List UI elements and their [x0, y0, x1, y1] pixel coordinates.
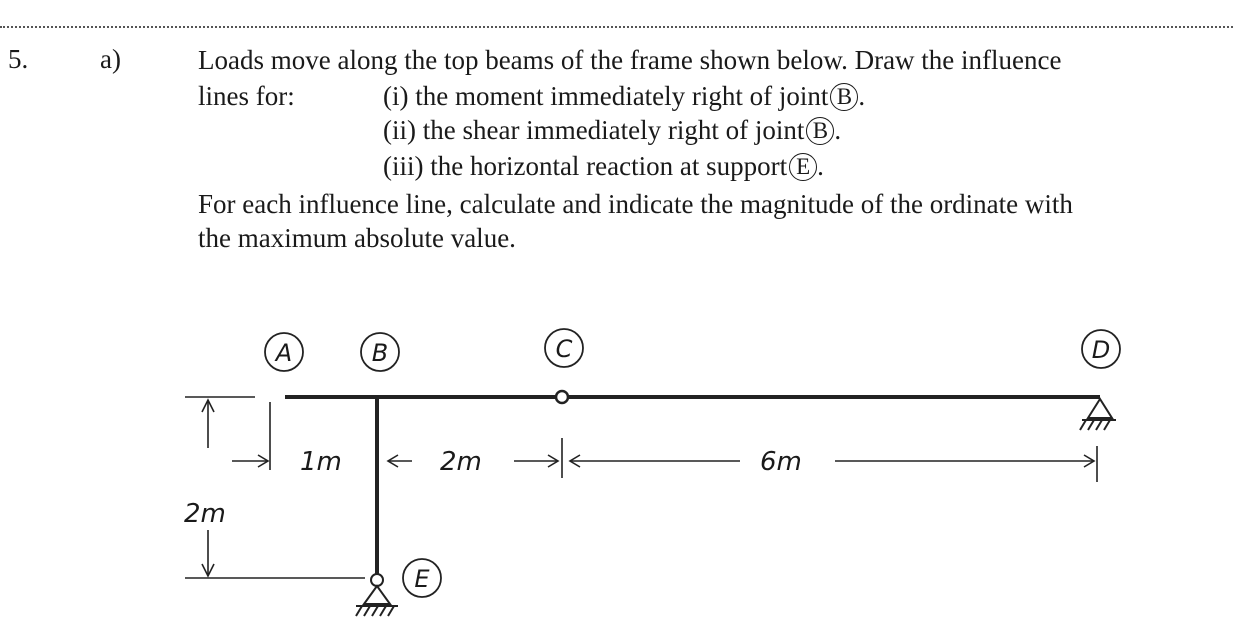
item-ii-text: (ii) the shear immediately right of joint [383, 115, 805, 145]
item-i-text: (i) the moment immediately right of joint [383, 81, 829, 111]
height-dimension [185, 397, 365, 578]
dim-cd-label: 6m [760, 447, 802, 477]
hinge-c-icon [556, 391, 568, 403]
dim-bc-label: 2m [440, 447, 482, 477]
question-number: 5. [8, 44, 29, 74]
pin-support-e-icon [356, 574, 398, 616]
item-iii-text: (iii) the horizontal reaction at support [383, 151, 788, 181]
joint-label-c [545, 329, 583, 367]
item-iii-joint-circle: E [789, 153, 817, 181]
joint-label-d [1082, 330, 1120, 368]
joint-label-a [265, 333, 303, 371]
pin-support-d-icon [1080, 399, 1116, 430]
svg-text:A: A [275, 339, 293, 367]
svg-text:E: E [414, 565, 430, 593]
question-intro: Loads move along the top beams of the frame shown below. Draw the influence [198, 45, 1062, 75]
instruction-line-1: For each influence line, calculate and indicate the magnitude of the ordinate with [198, 189, 1073, 219]
joint-label-e [403, 559, 441, 597]
item-i-joint-circle: B [830, 83, 858, 111]
svg-text:C: C [555, 335, 573, 363]
dim-height-label: 2m [184, 499, 226, 529]
item-iii-end: . [817, 151, 824, 181]
item-ii-end: . [834, 115, 842, 145]
instruction-line-2: the maximum absolute value. [198, 223, 516, 253]
dim-ab-label: 1m [300, 447, 342, 477]
horizontal-dimensions [232, 402, 1097, 482]
joint-label-b [361, 333, 399, 371]
item-i-end: . [858, 81, 866, 111]
lines-for-label: lines for: [198, 81, 295, 111]
question-part: a) [100, 44, 121, 74]
svg-text:D: D [1091, 336, 1111, 364]
svg-text:B: B [371, 339, 389, 367]
item-ii-joint-circle: B [806, 117, 834, 145]
